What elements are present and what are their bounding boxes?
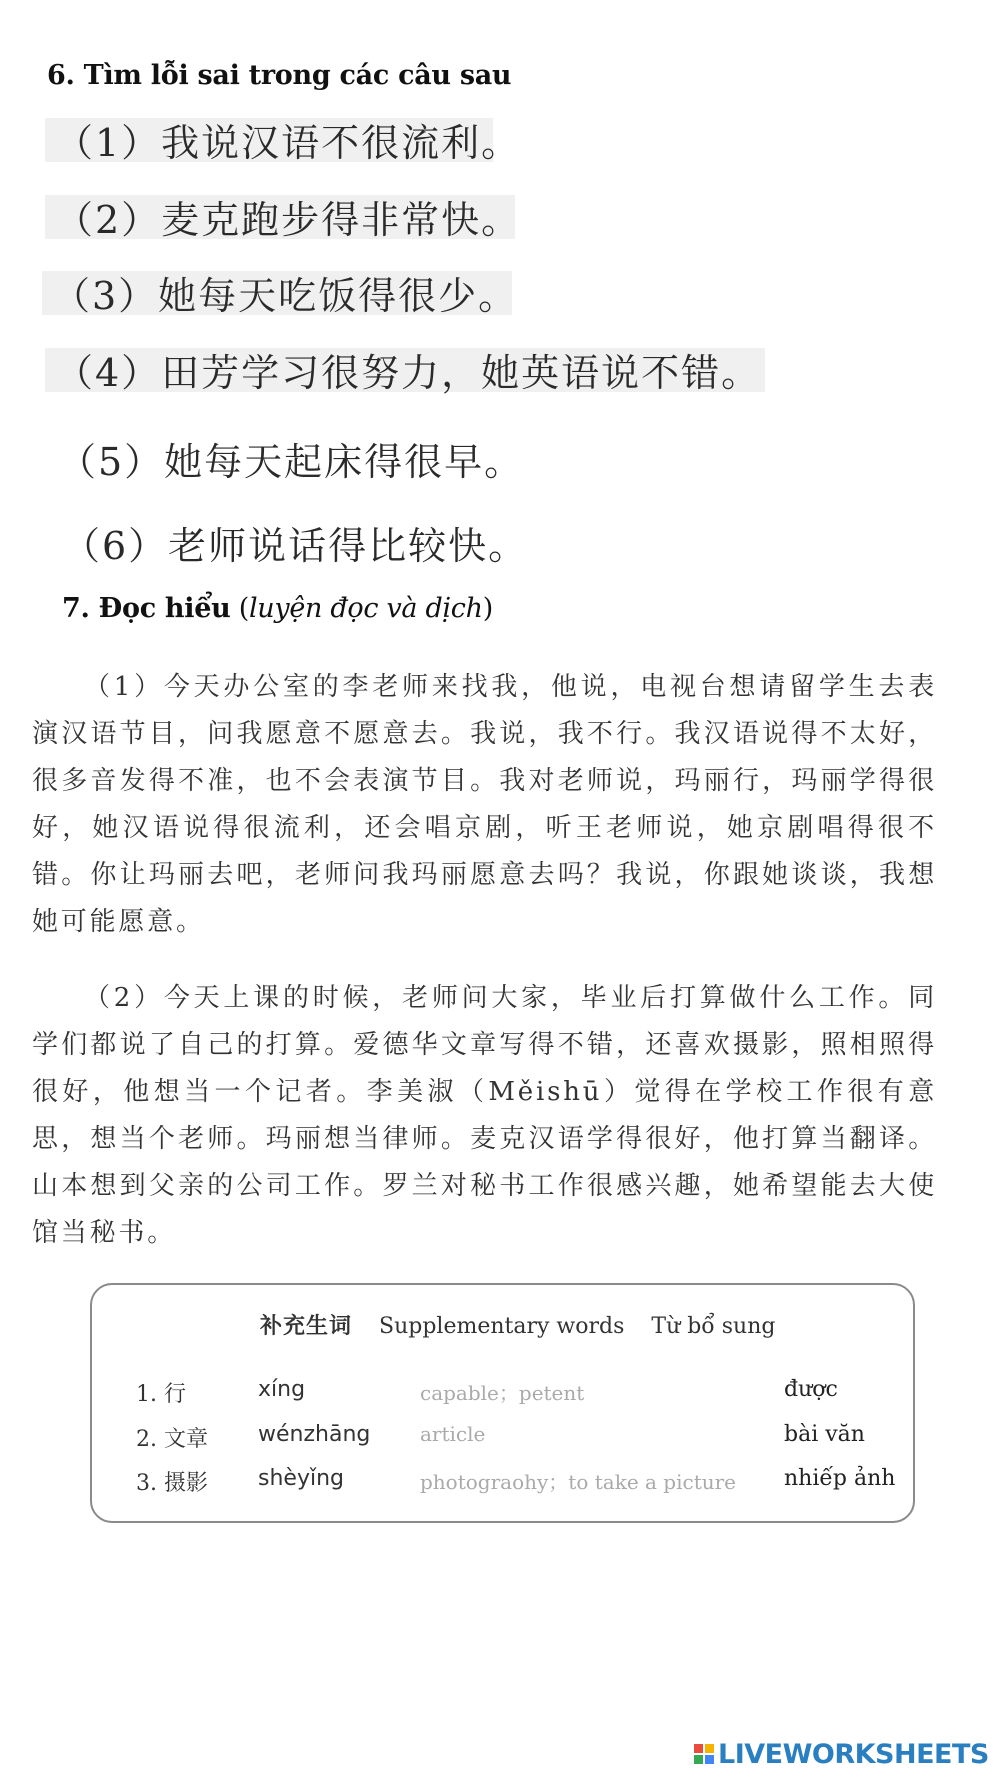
- logo-square: [694, 1744, 703, 1753]
- vocab-english: capable；petent: [420, 1381, 585, 1405]
- logo-square: [705, 1744, 714, 1753]
- section-6-title: 6. Tìm lỗi sai trong các câu sau: [47, 60, 512, 91]
- vocab-row: [92, 1466, 913, 1502]
- sentence-item: （4）田芳学习很努力，她英语说不错。: [55, 342, 761, 397]
- vocab-heading-vi: Từ bổ sung: [651, 1314, 776, 1339]
- sentence-item: （5）她每天起床得很早。: [58, 440, 525, 484]
- section-7-title: 7. Đọc hiểu (luyện đọc và dịch): [62, 593, 493, 624]
- liveworksheets-logo: [694, 1739, 989, 1769]
- vocab-heading-en: Supplementary words: [379, 1314, 625, 1339]
- sentence-item: （2）麦克跑步得非常快。: [55, 189, 521, 244]
- vocab-vietnamese: nhiếp ảnh: [784, 1466, 896, 1491]
- vocab-word: 3. 摄影: [136, 1471, 208, 1496]
- logo-square: [694, 1755, 703, 1764]
- vocab-word: 1. 行: [136, 1382, 186, 1407]
- vocab-english: article: [420, 1422, 486, 1446]
- brand-name: LIVEWORKSHEETS: [718, 1738, 989, 1770]
- vocab-row: [92, 1422, 913, 1458]
- vocab-pinyin: wénzhāng: [258, 1422, 371, 1447]
- liveworksheets-icon: [694, 1744, 714, 1764]
- vocab-word: 2. 文章: [136, 1427, 208, 1452]
- vocab-heading: [260, 1309, 795, 1340]
- sentence-item: （6）老师说话得比较快。: [62, 524, 529, 568]
- vocab-vietnamese: được: [784, 1377, 838, 1402]
- sentence-item: （3）她每天吃饭得很少。: [52, 265, 518, 320]
- vocab-english: photograohy；to take a picture: [420, 1470, 737, 1494]
- vocab-pinyin: xíng: [258, 1377, 306, 1402]
- vocab-heading-cn: 补充生词: [260, 1313, 353, 1339]
- supplementary-words-box: [90, 1283, 915, 1523]
- reading-paragraph-1: （1）今天办公室的李老师来找我，他说，电视台想请留学生去表演汉语节目，问我愿意不愿意去。我说，我不行。我汉语说得不太好，很多音发得不准，也不会表演节目。我对老师说，玛丽行，玛丽学得很好，她汉语说得很流利，还会唱京剧，听王老师说，她京剧唱得很不错。你让玛丽去吧，老师问我玛丽愿意去吗？我说，你跟她谈谈，我想她可能愿意。: [32, 672, 937, 937]
- reading-paragraph-2: （2）今天上课的时候，老师问大家，毕业后打算做什么工作。同学们都说了自己的打算。爱德华文章写得不错，还喜欢摄影，照相照得很好，他想当一个记者。李美淑（Měishū）觉得在学校工作很有意思，想当个老师。玛丽想当律师。麦克汉语学得很好，他打算当翻译。山本想到父亲的公司工作。罗兰对秘书工作很感兴趣，她希望能去大使馆当秘书。: [32, 983, 937, 1248]
- vocab-vietnamese: bài văn: [784, 1422, 865, 1447]
- sentence-item: （1）我说汉语不很流利。: [55, 112, 521, 167]
- vocab-pinyin: shèyǐng: [258, 1466, 344, 1491]
- logo-square: [705, 1755, 714, 1764]
- vocab-row: [92, 1377, 913, 1413]
